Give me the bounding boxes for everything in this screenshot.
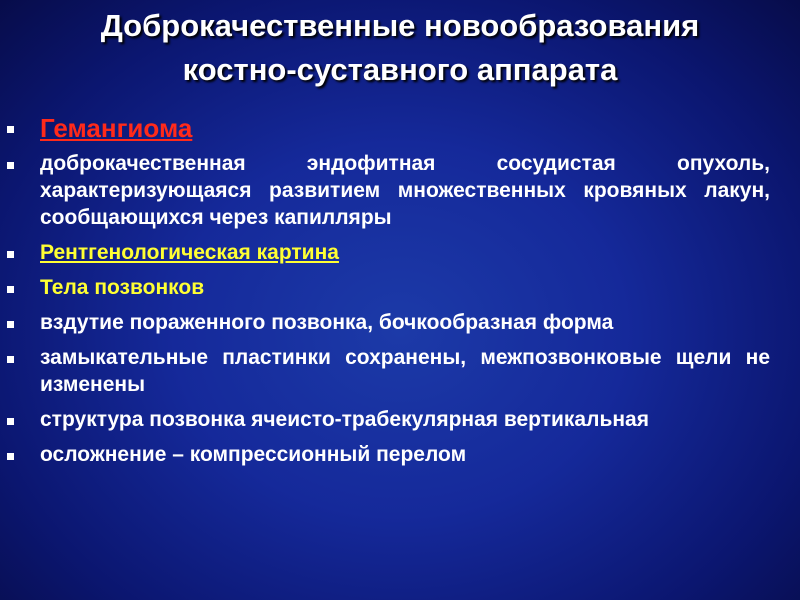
slide-title-line-2: костно-суставного аппарата <box>182 52 618 87</box>
bullet-item <box>40 309 770 336</box>
square-bullet-icon <box>7 126 14 133</box>
bullet-item <box>40 441 770 468</box>
square-bullet-icon <box>7 453 14 460</box>
bullet-text: замыкательные пластинки сохранены, межпозвонковые щели не изменены <box>40 346 770 396</box>
square-bullet-icon <box>7 321 14 328</box>
square-bullet-icon <box>7 286 14 293</box>
bullet-item <box>40 344 770 398</box>
bullet-item <box>40 150 770 231</box>
slide-title-line-1: Доброкачественные новообразования <box>100 8 700 43</box>
slide-title <box>0 4 800 92</box>
square-bullet-icon <box>7 162 14 169</box>
bullet-heading-xray-picture: Рентгенологическая картина <box>40 241 339 264</box>
bullet-text: вздутие пораженного позвонка, бочкообразная форма <box>40 311 614 334</box>
bullet-text: структура позвонка ячеисто-трабекулярная вертикальная <box>40 408 649 431</box>
bullet-subheading-vertebral-bodies: Тела позвонков <box>40 276 205 299</box>
bullet-heading-hemangioma: Гемангиома <box>40 113 193 143</box>
bullet-list <box>0 112 800 476</box>
square-bullet-icon <box>7 356 14 363</box>
bullet-text: осложнение – компрессионный перелом <box>40 443 467 466</box>
bullet-item <box>40 239 770 266</box>
square-bullet-icon <box>7 251 14 258</box>
square-bullet-icon <box>7 418 14 425</box>
bullet-item <box>40 406 770 433</box>
bullet-item <box>40 112 770 144</box>
bullet-item <box>40 274 770 301</box>
bullet-text: доброкачественная эндофитная сосудистая опухоль, характеризующаяся развитием множественных кровяных лакун, сообщающихся через капилляры <box>40 152 770 229</box>
